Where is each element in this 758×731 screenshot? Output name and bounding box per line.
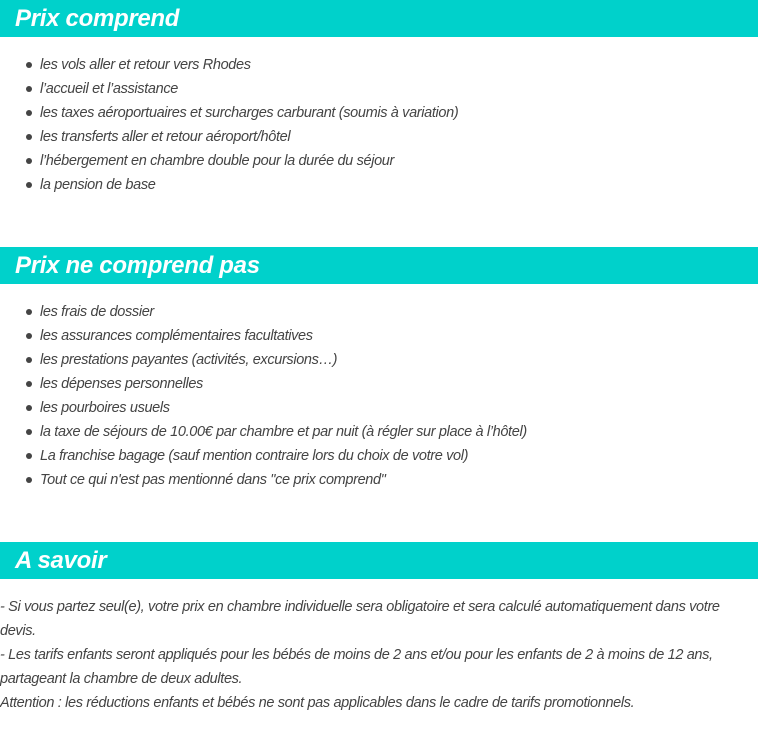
list-item: Tout ce qui n'est pas mentionné dans "ce prix comprend": [0, 468, 527, 492]
not-included-list: [0, 300, 527, 492]
list-item: les taxes aéroportuaires et surcharges carburant (soumis à variation): [0, 101, 458, 125]
list-item: les prestations payantes (activités, excursions…): [0, 348, 527, 372]
list-item: les vols aller et retour vers Rhodes: [0, 53, 458, 77]
bullet-icon: [26, 333, 32, 339]
bullet-icon: [26, 381, 32, 387]
list-item: l’accueil et l’assistance: [0, 77, 458, 101]
note-child-rates: - Les tarifs enfants seront appliqués pour les bébés de moins de 2 ans et/ou pour les enfants de 2 à moins de 12 ans, partageant la chambre de deux adultes.: [0, 647, 713, 687]
section-header-a-savoir: [0, 542, 758, 579]
bullet-icon: [26, 134, 32, 140]
bullet-icon: [26, 110, 32, 116]
section-header-prix-ne-comprend-pas: [0, 247, 758, 284]
list-item: La franchise bagage (sauf mention contraire lors du choix de votre vol): [0, 444, 527, 468]
bullet-icon: [26, 357, 32, 363]
list-item: les transferts aller et retour aéroport/hôtel: [0, 125, 458, 149]
bullet-icon: [26, 62, 32, 68]
note-single-traveler: - Si vous partez seul(e), votre prix en chambre individuelle sera obligatoire et sera calculé automatiquement dans votre devis.: [0, 599, 720, 639]
bullet-icon: [26, 453, 32, 459]
list-item: la taxe de séjours de 10.00€ par chambre et par nuit (à régler sur place à l’hôtel): [0, 420, 527, 444]
section-title: Prix ne comprend pas: [15, 252, 260, 279]
list-item: les dépenses personnelles: [0, 372, 527, 396]
bullet-icon: [26, 86, 32, 92]
a-savoir-notes: [0, 595, 758, 715]
included-list: [0, 53, 458, 197]
bullet-icon: [26, 429, 32, 435]
list-item: la pension de base: [0, 173, 458, 197]
list-item: les pourboires usuels: [0, 396, 527, 420]
list-item: les assurances complémentaires facultatives: [0, 324, 527, 348]
list-item: l’hébergement en chambre double pour la durée du séjour: [0, 149, 458, 173]
bullet-icon: [26, 182, 32, 188]
bullet-icon: [26, 405, 32, 411]
bullet-icon: [26, 477, 32, 483]
bullet-icon: [26, 309, 32, 315]
list-item: les frais de dossier: [0, 300, 527, 324]
section-header-prix-comprend: [0, 0, 758, 37]
bullet-icon: [26, 158, 32, 164]
section-title: A savoir: [15, 547, 107, 574]
section-title: Prix comprend: [15, 5, 180, 32]
note-attention: Attention : les réductions enfants et bébés ne sont pas applicables dans le cadre de tarifs promotionnels.: [0, 695, 635, 711]
